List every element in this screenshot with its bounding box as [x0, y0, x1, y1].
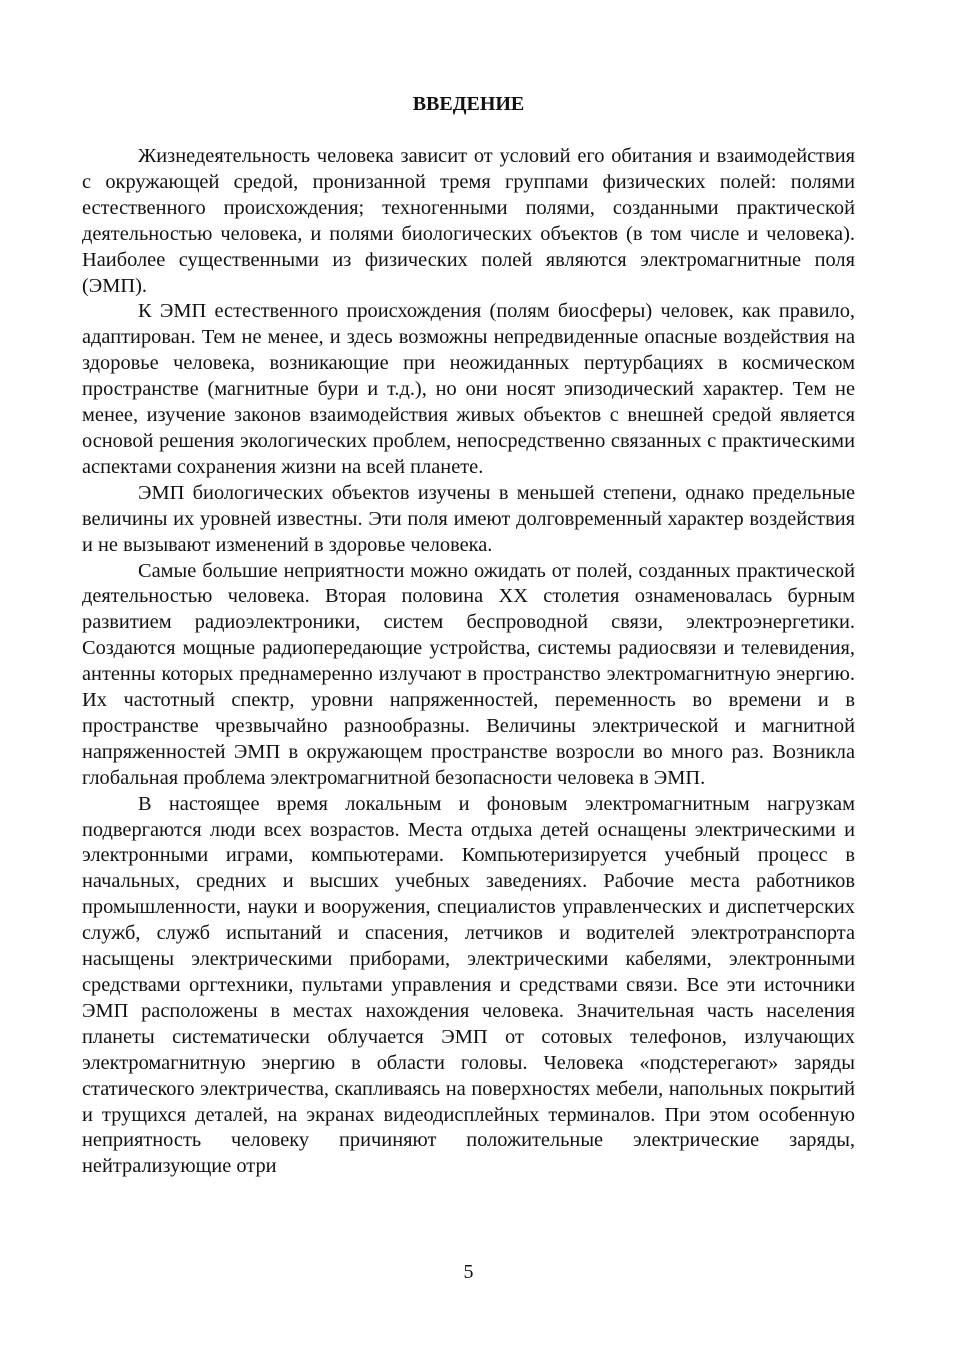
page-title: ВВЕДЕНИЕ [412, 93, 525, 115]
paragraph: ЭМП биологических объектов изучены в меньшей степени, однако предельные величины их уровней известны. Эти поля имеют долговременный характер воздействия и не вызывают изменений в здоровье человека. [82, 481, 855, 556]
paragraph: Самые большие неприятности можно ожидать от полей, созданных практической деятельностью человека. Вторая половина XX столетия ознаменовалась бурным развитием радиоэлектроники, систем беспроводной связи, электроэнергетики. Создаются мощные радиопередающие устройства, системы радиосвязи и телевидения, антенны которых преднамеренно излучают в пространство электромагнитную энергию. Их частотный спектр, уровни напряженностей, переменность во времени и в пространстве чрезвычайно разнообразны. Величины электрической и магнитной напряженностей ЭМП в окружающем пространстве возросли во много раз. Возникла глобальная проблема электромагнитной безопасности человека в ЭМП. [82, 559, 855, 789]
body-text [82, 144, 855, 1180]
paragraph: В настоящее время локальным и фоновым электромагнитным нагрузкам подвергаются люди всех возрастов. Места отдыха детей оснащены электрическими и электронными играми, компьютерами. Компьютеризируется учебный процесс в начальных, средних и высших учебных заведениях. Рабочие места работников промышленности, науки и вооружения, специалистов управленческих и диспетчерских служб, служб испытаний и спасения, летчиков и водителей электротранспорта насыщены электрическими приборами, электрическими кабелями, электронными средствами оргтехники, пультами управления и средствами связи. Все эти источники ЭМП расположены в местах нахождения человека. Значительная часть населения планеты систематически облучается ЭМП от сотовых телефонов, излучающих электромагнитную энергию в области головы. Человека «подстерегают» заряды статического электричества, скапливаясь на поверхностях мебели, напольных покрытий и трущихся деталей, на экранах видеодисплейных терминалов. При этом особенную неприятность человеку причиняют положительные электрические заряды, нейтрализующие отри [82, 792, 855, 1178]
paragraph: К ЭМП естественного происхождения (полям биосферы) человек, как правило, адаптирован. Тем не менее, и здесь возможны непредвиденные опасные воздействия на здоровье человека, возникающие при неожиданных пертурбациях в космическом пространстве (магнитные бури и т.д.), но они носят эпизодический характер. Тем не менее, изучение законов взаимодействия живых объектов с внешней средой является основой решения экологических проблем, непосредственно связанных с практическими аспектами сохранения жизни на всей планете. [82, 300, 855, 478]
paragraph: Жизнедеятельность человека зависит от условий его обитания и взаимодействия с окружающей средой, пронизанной тремя группами физических полей: полями естественного происхождения; техногенными полями, созданными практической деятельностью человека, и полями биологических объектов (в том числе и человека). Наиболее существенными из физических полей являются электромагнитные поля (ЭМП). [82, 145, 855, 297]
page-number: 5 [463, 1261, 474, 1283]
